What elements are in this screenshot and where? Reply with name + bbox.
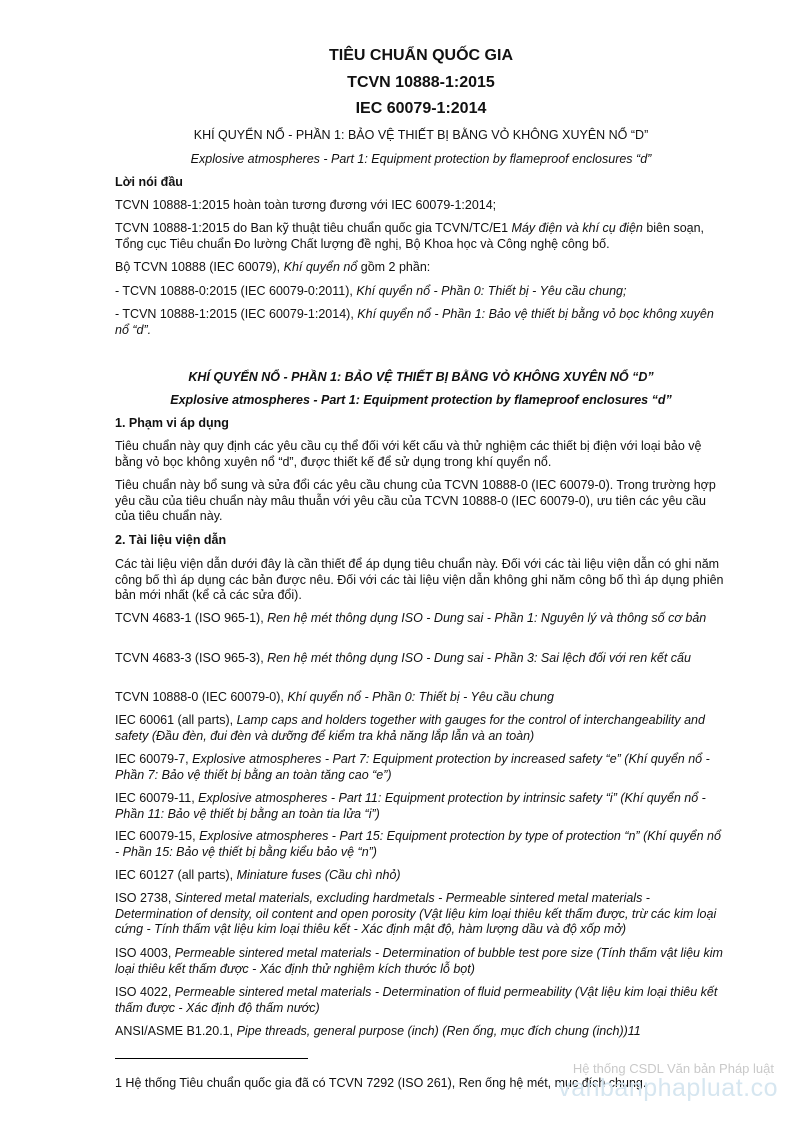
section2-heading: 2. Tài liệu viện dẫn	[115, 533, 227, 547]
reference-item: IEC 60127 (all parts), Miniature fuses (Cầu chì nhỏ)	[115, 868, 401, 882]
foreword-paragraph-1: TCVN 10888-1:2015 hoàn toàn tương đương với IEC 60079-1:2014;	[115, 198, 497, 212]
section1-heading: 1. Phạm vi áp dụng	[115, 416, 229, 430]
doc-title: TIÊU CHUẨN QUỐC GIA	[329, 47, 513, 64]
footnote-divider	[115, 1058, 308, 1059]
section1-paragraph-2: Tiêu chuẩn này bổ sung và sửa đổi các yêu cầu chung của TCVN 10888-0 (IEC 60079-0). Trong trường hợp yêu cầu của tiêu chuẩn này mâu thuẫn với yêu cầu của TCVN 10888-0 (IEC 60079-0), ưu tiên các yêu cầu của tiêu chuẩn này.	[115, 478, 716, 524]
section2-intro: Các tài liệu viện dẫn dưới đây là cần thiết để áp dụng tiêu chuẩn này. Đối với các tài liệu viện dẫn có ghi năm công bố thì áp dụng các bản được nêu. Đối với các tài liệu viện dẫn không ghi năm công bố thì áp dụng phiên bản mới nhất (kể cả các sửa đổi).	[115, 557, 724, 603]
reference-item: TCVN 4683-3 (ISO 965-3), Ren hệ mét thông dụng ISO - Dung sai - Phần 3: Sai lệch đối với ren kết cấu	[115, 651, 691, 665]
reference-item: TCVN 10888-0 (IEC 60079-0), Khí quyển nổ - Phần 0: Thiết bị - Yêu cầu chung	[115, 690, 554, 704]
doc-code-iec: IEC 60079-1:2014	[355, 100, 487, 117]
footnote: 1 Hệ thống Tiêu chuẩn quốc gia đã có TCVN 7292 (ISO 261), Ren ống hệ mét, mục đích chung.	[115, 1076, 647, 1090]
foreword-heading: Lời nói đầu	[115, 175, 183, 189]
doc-title-vi: KHÍ QUYỂN NỔ - PHẦN 1: BẢO VỆ THIẾT BỊ BẰNG VỎ KHÔNG XUYÊN NỔ “D”	[193, 128, 649, 142]
body-title-en: Explosive atmospheres - Part 1: Equipment protection by flameproof enclosures “d”	[170, 393, 672, 407]
foreword-item-part1: - TCVN 10888-1:2015 (IEC 60079-1:2014), Khí quyển nổ - Phần 1: Bảo vệ thiết bị bằng vỏ bọc không xuyên nổ “d”.	[115, 307, 714, 337]
reference-item: IEC 60079-11, Explosive atmospheres - Part 11: Equipment protection by intrinsic safety “i” (Khí quyển nổ - Phần 11: Bảo vệ thiết bị bằng an toàn tia lửa “i”)	[115, 791, 706, 821]
watermark-site: vanbanphapluat.co	[558, 1074, 778, 1102]
reference-item: IEC 60061 (all parts), Lamp caps and holders together with gauges for the control of interchangeability and safety (Đầu đèn, đui đèn và dưỡng để kiểm tra khả năng lắp lẫn và an toàn)	[115, 713, 705, 743]
watermark-caption: Hệ thống CSDL Văn bản Pháp luật	[572, 1061, 774, 1076]
foreword-item-part0: - TCVN 10888-0:2015 (IEC 60079-0:2011), Khí quyển nổ - Phần 0: Thiết bị - Yêu cầu chung;	[115, 284, 627, 298]
reference-item: ANSI/ASME B1.20.1, Pipe threads, general purpose (inch) (Ren ống, mục đích chung (inch))11	[115, 1024, 641, 1038]
foreword-paragraph-3: Bộ TCVN 10888 (IEC 60079), Khí quyển nổ gồm 2 phần:	[115, 260, 431, 274]
reference-item: TCVN 4683-1 (ISO 965-1), Ren hệ mét thông dụng ISO - Dung sai - Phần 1: Nguyên lý và thông số cơ bản	[115, 611, 707, 625]
reference-item: ISO 2738, Sintered metal materials, excluding hardmetals - Permeable sintered metal materials - Determination of density, oil content and open porosity (Vật liệu kim loại thiêu kết thấm được, trừ các kim loại cứng - Tính thấm vật liệu kim loại thiêu kết - Xác định mật độ, hàm lượng dầu và độ xốp mở)	[115, 891, 717, 937]
doc-title-en: Explosive atmospheres - Part 1: Equipment protection by flameproof enclosures “d”	[190, 152, 652, 166]
reference-item: ISO 4003, Permeable sintered metal materials - Determination of bubble test pore size (Tính thấm vật liệu kim loại thiêu kết thấm được - Xác định thử nghiệm kích thước lỗ bọt)	[115, 946, 723, 976]
reference-item: ISO 4022, Permeable sintered metal materials - Determination of fluid permeability (Vật liệu kim loại thiêu kết thấm được - Xác định độ thấm nước)	[115, 985, 718, 1015]
section1-paragraph-1: Tiêu chuẩn này quy định các yêu cầu cụ thể đối với kết cấu và thử nghiệm các thiết bị điện với loại bảo vệ bằng vỏ bọc không xuyên nổ “d”, được thiết kế để sử dụng trong khí quyển nổ.	[115, 439, 702, 469]
doc-code-tcvn: TCVN 10888-1:2015	[347, 74, 495, 91]
reference-item: IEC 60079-7, Explosive atmospheres - Part 7: Equipment protection by increased safety “e” (Khí quyển nổ - Phần 7: Bảo vệ thiết bị bằng an toàn tăng cao “e”)	[115, 752, 710, 782]
foreword-paragraph-2: TCVN 10888-1:2015 do Ban kỹ thuật tiêu chuẩn quốc gia TCVN/TC/E1 Máy điện và khí cụ điện biên soạn, Tổng cục Tiêu chuẩn Đo lường Chất lượng đề nghị, Bộ Khoa học và Công nghệ công bố.	[115, 221, 705, 251]
reference-item: IEC 60079-15, Explosive atmospheres - Part 15: Equipment protection by type of protection “n” (Khí quyển nổ - Phần 15: Bảo vệ thiết bị bằng kiểu bảo vệ “n”)	[115, 829, 721, 859]
body-title-vi: KHÍ QUYỂN NỔ - PHẦN 1: BẢO VỆ THIẾT BỊ BẰNG VỎ KHÔNG XUYÊN NỔ “D”	[188, 370, 654, 384]
